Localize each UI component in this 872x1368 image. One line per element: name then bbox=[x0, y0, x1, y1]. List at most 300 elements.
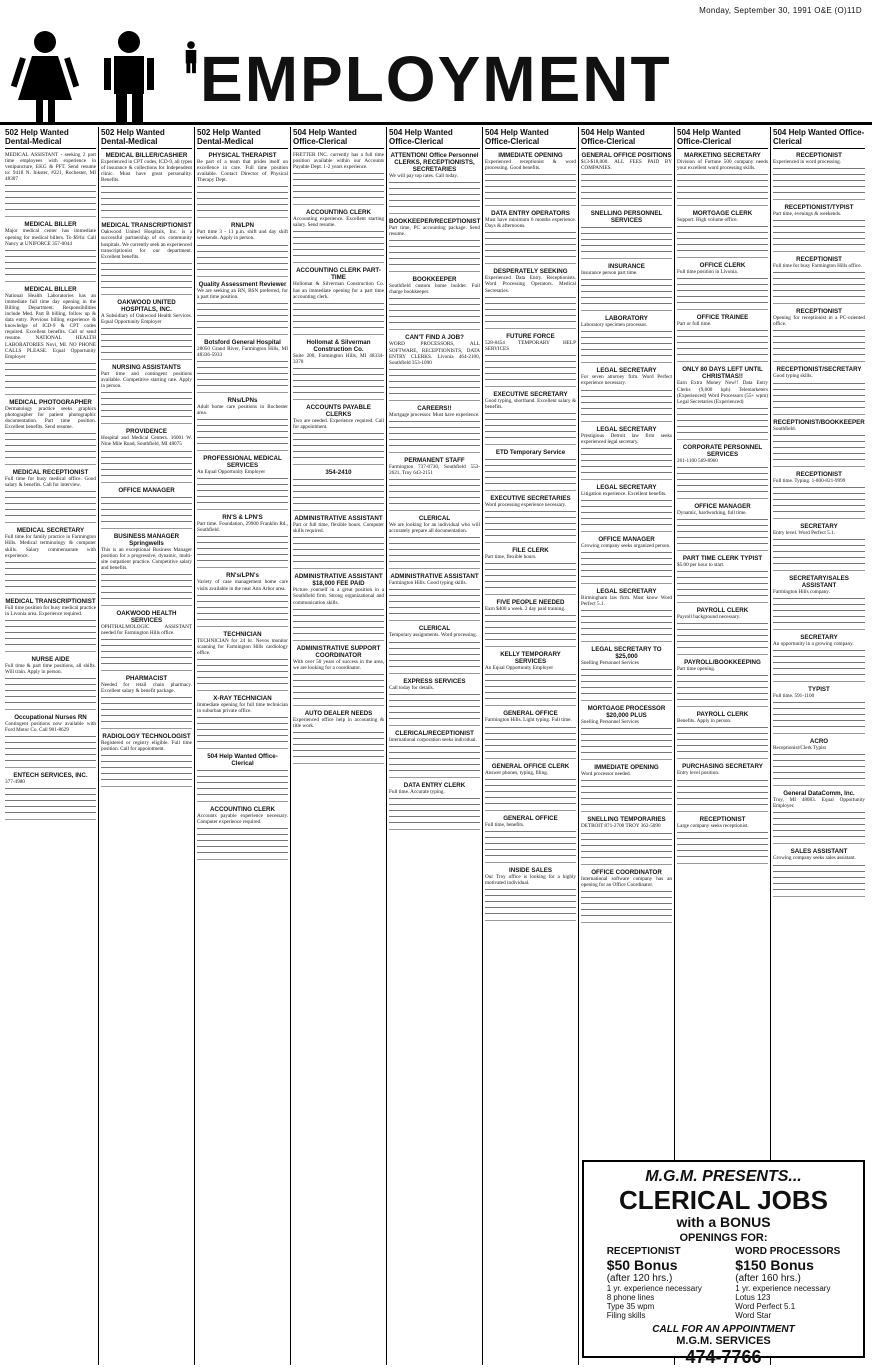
ad-body-text-lines bbox=[293, 477, 384, 507]
ad-title: OFFICE TRAINEE bbox=[696, 314, 749, 322]
ad-text: Division of Fortune 500 company needs your excellent word processing skills. bbox=[677, 159, 768, 172]
ad-body-text-lines bbox=[773, 166, 865, 196]
ad-body-text-lines bbox=[389, 180, 480, 210]
ad-body-text-lines bbox=[677, 517, 768, 547]
ad-body-text-lines bbox=[197, 184, 288, 214]
ad-text: Experienced in word processing. bbox=[773, 159, 841, 165]
ad-text: Hollomat & Silverman Construction Co. has an immediate opening for a part time accounting clerk. bbox=[293, 281, 384, 300]
ad-title: NURSING ASSISTANTS bbox=[112, 364, 181, 372]
ad-title: BUSINESS MANAGER Springwells bbox=[113, 532, 180, 547]
classified-ad bbox=[581, 314, 672, 363]
classified-ad bbox=[581, 535, 672, 584]
ad-text: Dynamic, hardworking, full time. bbox=[677, 509, 747, 516]
ad-title: RN'S & LPN'S bbox=[222, 514, 263, 522]
ad-text: Southfield. bbox=[773, 425, 796, 432]
classified-ad bbox=[485, 448, 576, 491]
classified-ad bbox=[677, 815, 768, 864]
classified-ad bbox=[581, 815, 672, 864]
classified-ad bbox=[197, 454, 288, 510]
classified-ad bbox=[293, 338, 384, 400]
promo-left-item: Type 35 wpm bbox=[606, 1302, 655, 1311]
ad-body-text-lines bbox=[101, 695, 192, 725]
classified-ad bbox=[293, 208, 384, 263]
ad-text: 377-4980 bbox=[5, 779, 25, 786]
ad-title: FIVE PEOPLE NEEDED bbox=[496, 599, 565, 607]
promo-right-block bbox=[735, 1246, 840, 1320]
classified-ad bbox=[5, 713, 96, 768]
ad-title: MEDICAL TRANSCRIPTIONIST bbox=[101, 222, 192, 230]
classified-ad bbox=[485, 332, 576, 387]
ad-text: Benefits. Apply in person. bbox=[677, 718, 732, 725]
ad-title: ETD Temporary Service bbox=[495, 449, 566, 457]
ad-text: TECHNICIAN for 24 hr. Nevos monitor scanning for Farmington Hills cardiology office. bbox=[197, 637, 288, 656]
ad-body-text-lines bbox=[101, 390, 192, 420]
classified-ad bbox=[197, 630, 288, 691]
ad-title: SECRETARY bbox=[800, 522, 838, 530]
classified-ad bbox=[773, 307, 865, 362]
ad-body-text-lines bbox=[677, 830, 768, 860]
ad-title: RADIOLOGY TECHNOLOGIST bbox=[102, 733, 191, 741]
ad-title: SNELLING TEMPORARIES bbox=[587, 816, 666, 824]
ad-body-text-lines bbox=[389, 640, 480, 670]
classified-ad bbox=[197, 752, 288, 802]
ad-text: 528-8454 TEMPORARY HELP SERVICES bbox=[485, 339, 576, 352]
ad-title: LEGAL SECRETARY bbox=[596, 483, 657, 491]
promo-right-item: Word Perfect 5.1 bbox=[735, 1302, 796, 1311]
ad-body-text-lines bbox=[5, 560, 96, 590]
classified-ad bbox=[773, 203, 865, 252]
ad-title: ADMINISTRATIVE ASSISTANT $18,000 FEE PAID bbox=[294, 573, 383, 588]
ad-text: We will pay top rates. Call today. bbox=[389, 173, 458, 179]
ad-body-text-lines bbox=[773, 596, 865, 626]
ad-body-text-lines bbox=[773, 218, 865, 248]
ad-title: IMMEDIATE OPENING bbox=[594, 764, 659, 772]
promo-subhead: with a BONUS bbox=[676, 1214, 771, 1230]
ad-title: PAYROLL CLERK bbox=[696, 711, 749, 719]
ad-title: ONLY 80 DAYS LEFT UNTIL CHRISTMAS!! bbox=[682, 366, 763, 381]
ad-body-text-lines bbox=[581, 889, 672, 919]
classified-ad bbox=[293, 709, 384, 764]
ad-title: CAN'T FIND A JOB? bbox=[405, 334, 464, 342]
ad-body-text-lines bbox=[293, 730, 384, 760]
ad-body-text-lines bbox=[677, 172, 768, 202]
ad-text: Southfield custom home builder. Full charge bookkeeper. bbox=[389, 283, 480, 296]
classified-ad bbox=[101, 732, 192, 787]
ad-body-text-lines bbox=[581, 277, 672, 307]
ad-title: RECEPTIONIST/BOOKKEEPER bbox=[773, 418, 865, 426]
ad-text: Part time, flexible hours. bbox=[485, 554, 537, 561]
classified-column bbox=[387, 127, 483, 1365]
ad-body-text-lines bbox=[581, 172, 672, 202]
ad-text: Experienced receptionist & word processing. Good benefits. bbox=[485, 159, 576, 172]
classified-ad bbox=[197, 571, 288, 626]
ad-title: ADMINISTRATIVE SUPPORT COORDINATOR bbox=[296, 644, 381, 659]
ad-title: RECEPTIONIST bbox=[796, 470, 842, 478]
ad-title: CAREERS!! bbox=[417, 404, 452, 412]
classified-ad bbox=[5, 771, 96, 820]
ad-text: Growing company seeks organized person. bbox=[581, 542, 671, 549]
classified-ad bbox=[5, 526, 96, 593]
ad-body-text-lines bbox=[293, 607, 384, 637]
ad-body-text-lines bbox=[485, 295, 576, 325]
ad-body-text-lines bbox=[677, 406, 768, 436]
ad-body-text-lines bbox=[485, 230, 576, 260]
ad-body-text-lines bbox=[485, 353, 576, 383]
ad-text: Part or full time, flexible hours. Computer skills required. bbox=[293, 522, 384, 535]
column-heading: 504 Help Wanted Office-Clerical bbox=[389, 127, 480, 149]
ad-text: Entry level. Word Perfect 5.1. bbox=[773, 529, 835, 536]
ad-body-text-lines bbox=[5, 786, 96, 816]
column-heading: 504 Help Wanted Office-Clerical bbox=[677, 127, 768, 149]
classified-ad bbox=[485, 866, 576, 921]
ad-title: Hollomat & Silverman Construction Co. bbox=[306, 338, 371, 353]
promo-left-item: Filing skills bbox=[606, 1311, 646, 1320]
ad-text: Part time, PC accounting package. Send resume. bbox=[389, 225, 480, 238]
classified-ad bbox=[101, 298, 192, 360]
classified-ad bbox=[389, 572, 480, 621]
classified-ad bbox=[677, 209, 768, 258]
masthead bbox=[0, 16, 872, 124]
ad-text: Snelling Personnel Services bbox=[581, 719, 639, 726]
classified-column bbox=[99, 127, 195, 1365]
ad-text: Large company seeks receptionist. bbox=[677, 822, 749, 829]
classified-ad bbox=[389, 404, 480, 453]
ad-text: Word processor needed. bbox=[581, 771, 631, 778]
classified-ad bbox=[101, 674, 192, 729]
ad-body-text-lines bbox=[197, 715, 288, 745]
promo-right-hours: (after 160 hrs.) bbox=[735, 1273, 801, 1284]
classified-ad bbox=[677, 658, 768, 707]
ad-body-text-lines bbox=[101, 184, 192, 214]
ad-title: KELLY TEMPORARY SERVICES bbox=[500, 651, 561, 666]
ad-text: Registered or registry eligible. Full time position. Call for appointment. bbox=[101, 740, 192, 753]
ad-title: X-RAY TECHNICIAN bbox=[213, 694, 272, 702]
ad-text: Full time for busy medical office. Good salary & benefits. Call for interview. bbox=[5, 476, 96, 489]
classified-ad bbox=[5, 468, 96, 523]
ad-title: OAKWOOD HEALTH SERVICES bbox=[116, 609, 177, 624]
ad-text: Payroll background necessary. bbox=[677, 614, 741, 621]
ad-body-text-lines bbox=[581, 388, 672, 418]
ad-title: RECEPTIONIST bbox=[796, 152, 842, 159]
ad-body-text-lines bbox=[197, 359, 288, 389]
classified-ad bbox=[101, 486, 192, 529]
ad-text: This is an exceptional Business Manager position for a progressive, dynamic, multi-site outpatient practice. Competitive salary and benefits. bbox=[101, 546, 192, 571]
ad-text: Adult home care positions in Rochester area. bbox=[197, 403, 288, 417]
ad-text: Part or full time. bbox=[677, 321, 712, 328]
ad-text: International corporation seeks individual. bbox=[389, 736, 477, 743]
column-heading: 504 Help Wanted Office-Clerical bbox=[293, 127, 384, 149]
ad-title: ACRO bbox=[809, 738, 829, 746]
ad-text: Hospital and Medical Centers. 16001 W. Nine Mile Road, Southfield, MI 48075 bbox=[101, 435, 192, 448]
classified-ad bbox=[389, 217, 480, 272]
classified-ad bbox=[581, 151, 672, 206]
ad-text: Farmington Hills. Light typing. Full time. bbox=[485, 717, 572, 724]
ad-text: Insurance person part time. bbox=[581, 270, 638, 277]
ad-title: Occupational Nurses RN bbox=[14, 714, 87, 722]
ad-body-text-lines bbox=[485, 672, 576, 702]
ad-body-text-lines bbox=[5, 618, 96, 648]
column-heading: 502 Help Wanted Dental-Medical bbox=[101, 127, 192, 149]
classified-ad bbox=[485, 546, 576, 595]
classified-ad bbox=[197, 694, 288, 749]
ad-text: Immediate opening for full time technician in suburban private office. bbox=[197, 701, 288, 714]
ad-body-text-lines bbox=[389, 367, 480, 397]
ad-body-text-lines bbox=[773, 752, 865, 782]
ad-body-text-lines bbox=[773, 433, 865, 463]
classified-ad bbox=[677, 762, 768, 811]
ad-title: MARKETING SECRETARY bbox=[684, 152, 761, 159]
classified-ad bbox=[485, 814, 576, 863]
ad-body-text-lines bbox=[485, 172, 576, 202]
ad-body-text-lines bbox=[773, 381, 865, 411]
ad-title: RECEPTIONIST bbox=[699, 815, 746, 823]
classified-ad bbox=[677, 710, 768, 759]
ad-text: Troy, MI 48083. Equal Opportunity Employer. bbox=[773, 797, 865, 810]
ad-body-text-lines bbox=[5, 248, 96, 278]
promo-headline: CLERICAL JOBS bbox=[619, 1185, 828, 1215]
ad-title: MORTGAGE CLERK bbox=[692, 210, 753, 218]
classified-ad bbox=[197, 221, 288, 276]
classified-ad bbox=[773, 151, 865, 200]
classified-ad bbox=[101, 363, 192, 424]
mgm-promo-ad bbox=[582, 1160, 865, 1367]
ad-text: Support. High volume office. bbox=[677, 217, 738, 224]
ad-text: Earn Extra Money Now!! Data Entry Clerks (9,000 kph) Telemarketers (Experienced) Word Processors (55+ wpm) Legal Secretaries (Experienced) bbox=[677, 380, 768, 405]
ad-text: Part time and contingent positions available. Competitive starting rate. Apply in person. bbox=[101, 371, 192, 390]
ad-title: RECEPTIONIST/SECRETARY bbox=[776, 366, 862, 374]
classified-ad bbox=[389, 514, 480, 569]
ad-title: RECEPTIONIST/TYPIST bbox=[784, 204, 854, 212]
ad-body-text-lines bbox=[677, 569, 768, 599]
classified-ad bbox=[773, 847, 865, 896]
classified-ad bbox=[677, 151, 768, 206]
ad-text: Full time for busy Farmington Hills office. bbox=[773, 263, 862, 270]
ad-body-text-lines bbox=[485, 887, 576, 917]
ad-title: MEDICAL BILLER bbox=[24, 285, 77, 293]
classified-ad bbox=[581, 587, 672, 642]
ad-body-text-lines bbox=[581, 498, 672, 528]
ad-body-text-lines bbox=[581, 446, 672, 476]
ad-title: IMMEDIATE OPENING bbox=[498, 152, 563, 159]
ad-text: Farmington 737-0730, Southfield 553-2621, Troy 643-2151 bbox=[389, 463, 480, 477]
ad-text: Full time. Accurate typing. bbox=[389, 788, 445, 795]
ad-body-text-lines bbox=[581, 329, 672, 359]
ad-body-text-lines bbox=[293, 229, 384, 259]
ad-body-text-lines bbox=[101, 449, 192, 479]
ad-body-text-lines bbox=[485, 411, 576, 441]
ad-body-text-lines bbox=[581, 550, 672, 580]
ad-body-text-lines bbox=[581, 667, 672, 697]
ad-title: LABORATORY bbox=[605, 315, 648, 323]
ad-title: EXPRESS SERVICES bbox=[403, 677, 466, 685]
ad-body-text-lines bbox=[677, 778, 768, 808]
ad-title: DATA ENTRY CLERK bbox=[403, 781, 466, 789]
ad-body-text-lines bbox=[5, 183, 96, 213]
classified-ad bbox=[581, 704, 672, 760]
classified-ad bbox=[197, 805, 288, 860]
classified-ad bbox=[773, 574, 865, 630]
classified-ad bbox=[389, 456, 480, 511]
ad-title: ACCOUNTING CLERK bbox=[210, 806, 275, 814]
promo-left-hours: (after 120 hrs.) bbox=[606, 1273, 673, 1284]
classified-ad bbox=[677, 365, 768, 439]
classified-ad bbox=[197, 338, 288, 393]
ad-text: Part time. Foundation, 29900 Franklin Rd., Southfield. bbox=[197, 521, 288, 534]
ad-body-text-lines bbox=[485, 457, 576, 487]
promo-left-bonus: $50 Bonus bbox=[606, 1257, 678, 1273]
section-title: EMPLOYMENT bbox=[200, 43, 672, 115]
ad-text: Laboratory specimen processor. bbox=[581, 322, 648, 329]
ad-body-text-lines bbox=[773, 700, 865, 730]
masthead-rule bbox=[0, 122, 872, 125]
ad-title: MEDICAL BILLER bbox=[24, 221, 77, 229]
ad-text: Receptionist/Clerk Typist bbox=[773, 745, 826, 752]
ad-body-text-lines bbox=[773, 537, 865, 567]
classified-ad bbox=[677, 261, 768, 310]
ad-text: OPHTHALMOLOGIC ASSISTANT needed for Farmington Hills office. bbox=[101, 623, 192, 636]
classified-ad bbox=[5, 597, 96, 652]
ad-body-text-lines bbox=[677, 725, 768, 755]
ad-title: GENERAL OFFICE POSITIONS bbox=[581, 152, 672, 159]
ad-title: PAYROLL/BOOKKEEPING bbox=[684, 659, 761, 667]
promo-title: M.G.M. PRESENTS... bbox=[645, 1168, 802, 1185]
ad-title: INSIDE SALES bbox=[509, 866, 552, 874]
ad-title: RN's/LPN's bbox=[226, 572, 259, 580]
ad-body-text-lines bbox=[389, 419, 480, 449]
ad-body-text-lines bbox=[581, 831, 672, 861]
ad-text: Snelling Personnel Services bbox=[581, 660, 639, 667]
ad-title: RNs/LPNs bbox=[227, 396, 258, 404]
ad-text: Full time. 591-1100 bbox=[773, 693, 815, 700]
classified-ad bbox=[485, 267, 576, 328]
column-heading: 504 Help Wanted Office-Clerical bbox=[581, 127, 672, 149]
ad-text: Answer phones, typing, filing. bbox=[485, 769, 549, 776]
ad-title: PHYSICAL THERAPIST bbox=[208, 152, 277, 159]
ad-text: Farmington Hills. Good typing skills. bbox=[389, 580, 467, 587]
classified-ad bbox=[197, 280, 288, 335]
classified-ad bbox=[293, 266, 384, 334]
classified-ad bbox=[581, 209, 672, 259]
ad-text: Accounting experience. Excellent starting salary. Send resume. bbox=[293, 216, 384, 229]
ad-body-text-lines bbox=[485, 725, 576, 755]
ad-title: RN/LPN bbox=[230, 222, 255, 230]
classified-ad bbox=[197, 513, 288, 568]
classified-ad bbox=[773, 418, 865, 467]
classified-ad bbox=[389, 275, 480, 330]
ad-body-text-lines bbox=[101, 572, 192, 602]
promo-phone: 474-7766 bbox=[685, 1347, 762, 1367]
classified-ad bbox=[101, 221, 192, 294]
ad-text: Good typing skills. bbox=[773, 373, 813, 380]
ad-body-text-lines bbox=[293, 431, 384, 461]
ad-body-text-lines bbox=[197, 534, 288, 564]
ad-body-text-lines bbox=[389, 535, 480, 565]
ad-text: Two are needed. Experience required. Call for appointment. bbox=[293, 417, 384, 431]
ad-title: GENERAL OFFICE CLERK bbox=[491, 762, 570, 770]
classified-ad bbox=[293, 644, 384, 706]
classified-ad bbox=[773, 685, 865, 734]
dateline: Monday, September 30, 1991 O&E (O)11D bbox=[699, 6, 862, 15]
ad-text: Good typing, shorthand. Excellent salary & benefits. bbox=[485, 397, 576, 410]
promo-openings: OPENINGS FOR: bbox=[679, 1232, 768, 1244]
ad-title: DATA ENTRY OPERATORS bbox=[491, 210, 570, 218]
ad-title: AUTO DEALER NEEDS bbox=[304, 709, 373, 717]
ad-body-text-lines bbox=[485, 777, 576, 807]
classified-ad bbox=[773, 737, 865, 786]
ad-title: OFFICE COORDINATOR bbox=[591, 868, 662, 876]
ad-body-text-lines bbox=[5, 489, 96, 519]
ad-text: Dermatology practice seeks graphics photographer for patient photographic documentation. Part time position. Excellent benefits. Send resume. bbox=[5, 405, 96, 431]
ad-title: CLERICAL/RECEPTIONIST bbox=[395, 729, 474, 737]
ad-body-text-lines bbox=[5, 676, 96, 706]
ad-title: LEGAL SECRETARY bbox=[596, 425, 657, 433]
ad-title: INSURANCE bbox=[608, 263, 645, 271]
classified-ad bbox=[677, 554, 768, 603]
ad-title: OFFICE MANAGER bbox=[598, 535, 655, 543]
ad-body-text-lines bbox=[197, 301, 288, 331]
promo-right-item: Word Star bbox=[735, 1311, 772, 1320]
ad-body-text-lines bbox=[485, 561, 576, 591]
classified-ad bbox=[389, 677, 480, 726]
promo-left-block bbox=[607, 1246, 702, 1320]
classified-ad bbox=[773, 255, 865, 304]
ad-title: TYPIST bbox=[808, 686, 830, 694]
ad-text: Word processing experience necessary. bbox=[485, 502, 567, 509]
ad-body-text-lines bbox=[5, 361, 96, 391]
ad-text: $5.00 per hour to start. bbox=[677, 562, 725, 569]
ad-title: MEDICAL TRANSCRIPTIONIST bbox=[5, 597, 96, 605]
classified-ad bbox=[581, 262, 672, 311]
classified-ad bbox=[773, 365, 865, 414]
ad-text: Part time opening. bbox=[677, 666, 716, 673]
classified-ad bbox=[677, 502, 768, 551]
figure-man-icon bbox=[92, 30, 166, 122]
ad-text: Our Troy office is looking for a highly motivated individual. bbox=[485, 873, 576, 886]
classified-ad bbox=[485, 151, 576, 206]
ad-body-text-lines bbox=[389, 296, 480, 326]
ad-text: $13-$18,000. ALL FEES PAID BY COMPANIES. bbox=[581, 159, 672, 172]
ad-body-text-lines bbox=[677, 276, 768, 306]
ad-title: PROFESSIONAL MEDICAL SERVICES bbox=[203, 455, 282, 470]
ad-title: ACCOUNTING CLERK bbox=[306, 209, 371, 217]
ad-title: ENTECH SERVICES, INC. bbox=[13, 772, 88, 780]
column-heading: 504 Help Wanted Office-Clerical bbox=[485, 127, 576, 149]
ad-title: ACCOUNTING CLERK PART-TIME bbox=[296, 267, 381, 282]
classified-ad bbox=[293, 468, 384, 511]
ad-title: CLERICAL bbox=[418, 625, 451, 633]
classified-ad bbox=[389, 729, 480, 778]
classified-ad bbox=[485, 598, 576, 647]
ad-body-text-lines bbox=[197, 593, 288, 623]
ad-text: 28050 Grand River, Farmington Hills, MI 48336-5933 bbox=[197, 345, 288, 358]
ad-body-text-lines bbox=[677, 465, 768, 495]
classified-ad bbox=[677, 313, 768, 362]
ad-body-text-lines bbox=[101, 753, 192, 783]
ad-body-text-lines bbox=[677, 328, 768, 358]
promo-company: M.G.M. SERVICES bbox=[676, 1335, 771, 1347]
ad-text: Major medical center has immediate opening for medical billers. To $9/hr. Call Nancy at UNIFORCE 357-0044 bbox=[5, 228, 96, 247]
classified-ad bbox=[389, 781, 480, 830]
ad-title: PERMANENT STAFF bbox=[404, 456, 465, 464]
ad-title: PURCHASING SECRETARY bbox=[682, 763, 763, 771]
ad-title: MEDICAL BILLER/CASHIER bbox=[105, 152, 188, 159]
classified-ad bbox=[5, 220, 96, 281]
ad-body-text-lines bbox=[293, 672, 384, 702]
ad-body-text-lines bbox=[485, 613, 576, 643]
classified-ad bbox=[101, 427, 192, 482]
ad-text: National Health Laboratories has an immediate full time day opening in the Billing Department. Responsibilities include Med. Part B billing, follow up & data entry. Previous billing experience & knowledge of ICD-9 & CPT codes required. Excellent benefits. Call or send resume. NATIONAL HEALTH LABORATORIES Novi, MI. NO PHONE CALLS PLEASE. Equal Opportunity Employer bbox=[5, 292, 96, 360]
column-heading: 502 Help Wanted Dental-Medical bbox=[5, 127, 96, 149]
